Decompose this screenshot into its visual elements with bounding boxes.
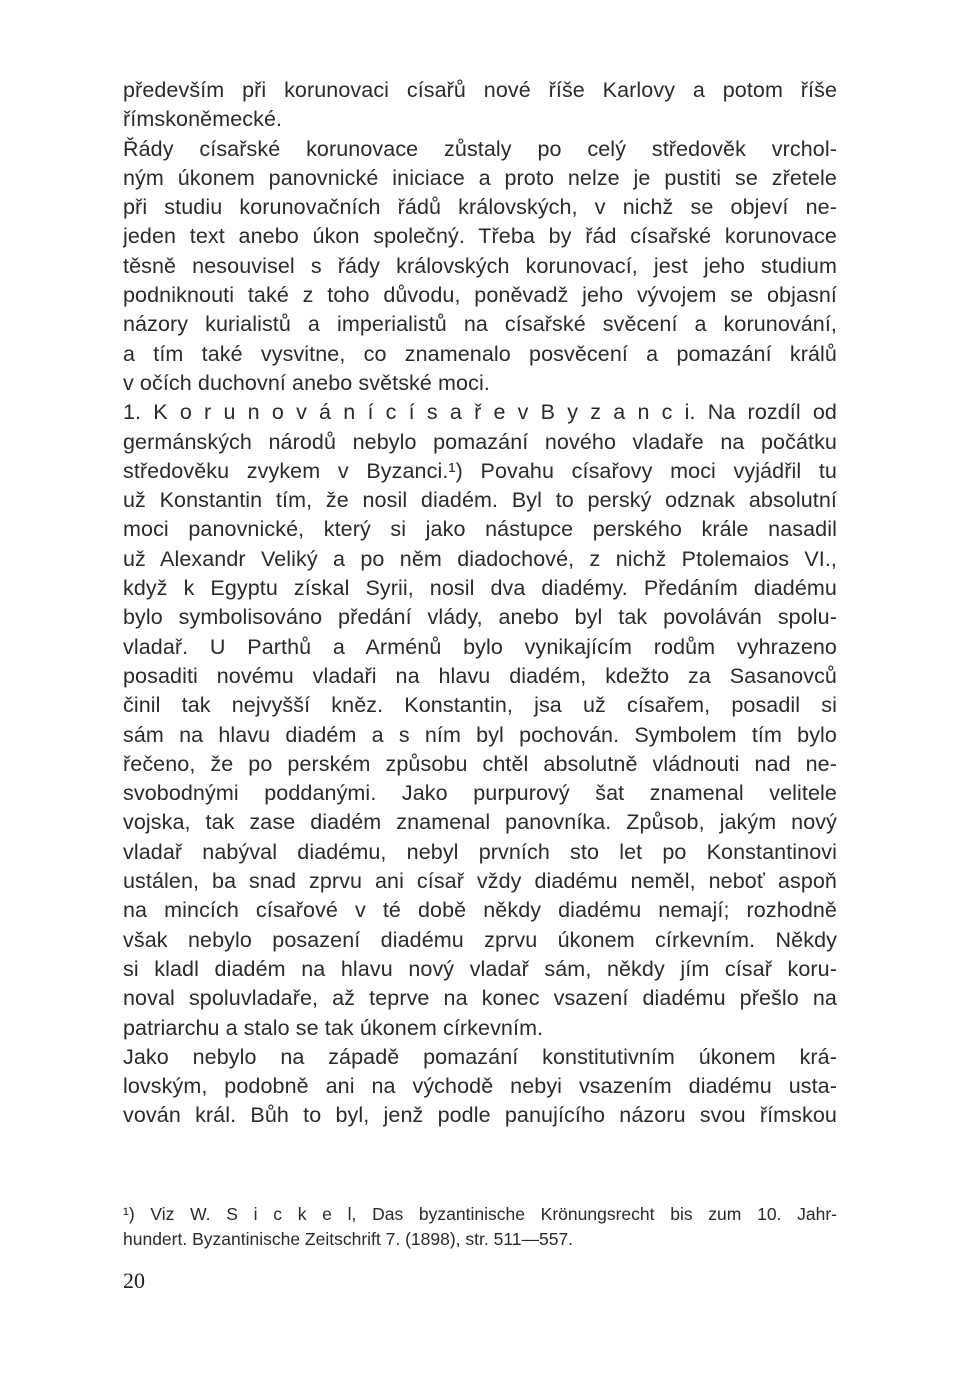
text-line: činil tak nejvyšší kněz. Konstantin, jsa už císařem, posadil si [123,693,837,718]
text-line: noval spoluvladaře, až teprve na konec vsazení diadému přešlo na [123,986,837,1011]
text-line: vojska, tak zase diadém znamenal panovníka. Způsob, jakým nový [123,810,837,835]
text-line: vladař. U Parthů a Arménů bylo vynikajícím rodům vyhrazeno [123,634,837,659]
text-line: bylo symbolisováno předání vlády, anebo byl tak povoláván spolu- [123,605,837,630]
text-line: řečeno, že po perském způsobu chtěl absolutně vládnouti nad ne- [123,751,837,776]
text-line: názory kurialistů a imperialistů na císařské svěcení a korunování, [123,312,837,337]
text-line: na mincích císařové v té době někdy diadému nemají; rozhodně [123,898,837,923]
text-line: vován král. Bůh to byl, jenž podle panujícího názoru svou římskou [123,1103,837,1128]
text-line: už Konstantin tím, že nosil diadém. Byl to perský odznak absolutní [123,488,837,513]
text-line: především při korunovaci císařů nové říše Karlovy a potom říše [123,78,837,102]
text-line: Řády císařské korunovace zůstaly po celý středověk vrchol- [123,136,837,161]
text-line: Jako nebylo na západě pomazání konstitutivním úkonem krá- [123,1044,837,1069]
text-line: už Alexandr Veliký a po něm diadochové, z nichž Ptolemaios VI., [123,546,837,571]
text-line: germánských národů nebylo pomazání nového vladaře na počátku [123,429,837,454]
text-line: podniknouti také z toho důvodu, poněvadž jeho vývojem se objasní [123,283,837,308]
page-number: 20 [123,1268,145,1293]
footnote-line: hundert. Byzantinische Zeitschrift 7. (1898), str. 511—557. [123,1229,574,1249]
text-line: při studiu korunovačních řádů královských, v nichž se objeví ne- [123,195,837,220]
text-line: však nebylo posazení diadému zprvu úkonem církevním. Někdy [123,927,837,952]
text-line: svobodnými poddanými. Jako purpurový šat znamenal velitele [123,781,837,806]
text-line: vladař nabýval diadému, nebyl prvních sto let po Konstantinovi [123,839,837,864]
text-line: římskoněmecké. [123,107,283,132]
text-line: ným úkonem panovnické iniciace a proto nelze je pustiti se zřetele [123,165,837,190]
footnote-line: ¹) Viz W. S i c k e l, Das byzantinische Krönungsrecht bis zum 10. Jahr- [123,1204,837,1224]
text-line: a tím také vysvitne, co znamenalo posvěcení a pomazání králů [123,341,837,366]
text-line: středověku zvykem v Byzanci.¹) Povahu císařovy moci vyjádřil tu [123,458,837,483]
text-line: když k Egyptu získal Syrii, nosil dva diadémy. Předáním diadému [123,576,837,601]
text-line: 1. K o r u n o v á n í c í s a ř e v B y z a n c i. Na rozdíl od [123,400,837,425]
text-line: jeden text anebo úkon společný. Třeba by řád císařské korunovace [123,224,837,249]
text-line: moci panovnické, který si jako nástupce perského krále nasadil [123,517,837,542]
text-line: si kladl diadém na hlavu nový vladař sám, někdy jím císař koru- [123,956,837,981]
text-line: sám na hlavu diadém a s ním byl pochován. Symbolem tím bylo [123,722,837,747]
text-line: ustálen, ba snad zprvu ani císař vždy diadému neměl, neboť aspoň [123,869,837,894]
text-line: lovským, podobně ani na východě nebyi vsazením diadému usta- [123,1074,837,1099]
body-text [123,76,837,1131]
text-line: těsně nesouvisel s řády královských korunovací, jest jeho studium [123,253,837,278]
text-line: patriarchu a stalo se tak úkonem církevním. [123,1015,544,1040]
text-line: v očích duchovní anebo světské moci. [123,370,490,395]
text-line: posaditi novému vladaři na hlavu diadém, kdežto za Sasanovců [123,663,837,688]
footnote [123,1202,837,1252]
